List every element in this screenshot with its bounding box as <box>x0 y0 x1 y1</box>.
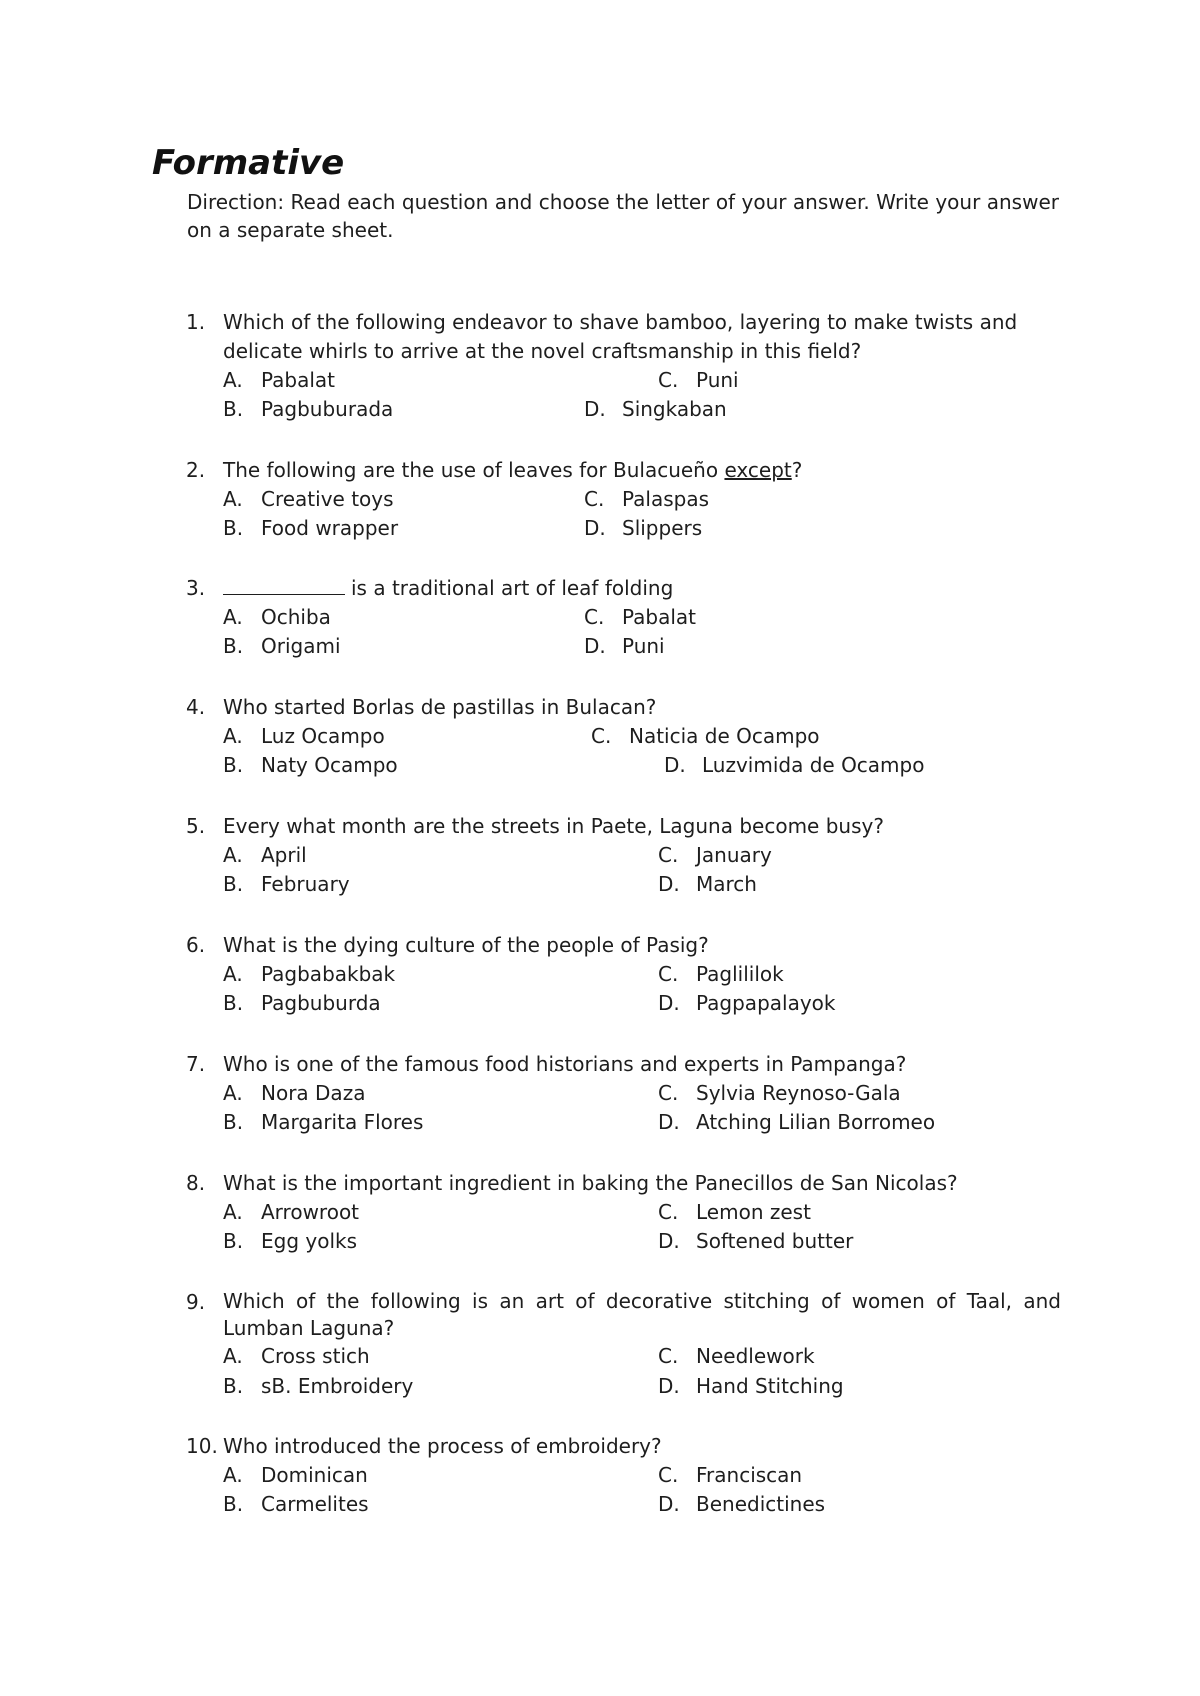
option-a <box>223 1079 365 1108</box>
question-text: What is the important ingredient in baking the Panecillos de San Nicolas? <box>223 1171 958 1195</box>
option-text: Benedictines <box>696 1492 826 1516</box>
option-d <box>658 1490 825 1519</box>
option-letter: C. <box>658 1344 679 1368</box>
option-text: Atching Lilian Borromeo <box>696 1110 936 1134</box>
option-letter: D. <box>584 516 606 540</box>
option-letter: C. <box>584 487 605 511</box>
option-b <box>223 395 393 424</box>
option-letter: B. <box>223 1110 244 1134</box>
option-letter: B. <box>223 516 244 540</box>
option-c <box>658 960 784 989</box>
option-text: Slippers <box>622 516 703 540</box>
option-letter: C. <box>658 1200 679 1224</box>
option-b <box>223 870 350 899</box>
option-text: sB. Embroidery <box>261 1374 414 1398</box>
option-b <box>223 1372 413 1401</box>
option-b <box>223 751 398 780</box>
option-d <box>658 1227 853 1256</box>
option-letter: A. <box>223 843 243 867</box>
option-c <box>658 1198 811 1227</box>
direction-text: Direction: Read each question and choose the letter of your answer. Write your answer on a separate sheet. <box>187 190 1059 242</box>
option-d <box>584 632 665 661</box>
question-text-underlined: except <box>724 458 792 482</box>
option-letter: B. <box>223 397 244 421</box>
question-text: Which of the following is an art of decorative stitching of women of Taal, and Lumban Laguna? <box>223 1289 1061 1340</box>
option-letter: D. <box>658 1229 680 1253</box>
option-text: Luz Ocampo <box>261 724 385 748</box>
option-text: January <box>696 843 772 867</box>
option-letter: D. <box>658 872 680 896</box>
option-letter: B. <box>223 1374 244 1398</box>
option-letter: B. <box>223 1229 244 1253</box>
option-b <box>223 632 341 661</box>
option-d <box>658 870 757 899</box>
option-letter: B. <box>223 872 244 896</box>
option-b <box>223 1490 369 1519</box>
option-letter: B. <box>223 991 244 1015</box>
option-letter: D. <box>584 634 606 658</box>
option-text: Origami <box>261 634 341 658</box>
option-letter: A. <box>223 487 243 511</box>
option-a <box>223 1461 368 1490</box>
option-c <box>658 841 772 870</box>
question-number: 9. <box>186 1290 206 1314</box>
option-text: Needlework <box>696 1344 815 1368</box>
option-letter: C. <box>591 724 612 748</box>
option-d <box>584 514 702 543</box>
option-text: Carmelites <box>261 1492 369 1516</box>
question-text-start: The following are the use of leaves for Bulacueño <box>223 458 725 482</box>
option-letter: C. <box>584 605 605 629</box>
question-text <box>223 574 1061 603</box>
option-letter: A. <box>223 368 243 392</box>
option-text: Pagbuburada <box>261 397 394 421</box>
option-a <box>223 1342 370 1371</box>
option-text: April <box>261 843 307 867</box>
option-a <box>223 485 394 514</box>
question-text: Who introduced the process of embroidery? <box>223 1434 662 1458</box>
question-text: Every what month are the streets in Paete, Laguna become busy? <box>223 814 884 838</box>
option-letter: A. <box>223 605 243 629</box>
option-d <box>664 751 924 780</box>
option-text: Nora Daza <box>261 1081 366 1105</box>
option-letter: A. <box>223 1463 243 1487</box>
option-letter: D. <box>658 1374 680 1398</box>
question-number: 3. <box>186 576 206 600</box>
option-letter: A. <box>223 724 243 748</box>
option-text: Luzvimida de Ocampo <box>702 753 925 777</box>
option-text: Puni <box>696 368 739 392</box>
option-text: March <box>696 872 757 896</box>
question-number: 5. <box>186 814 206 838</box>
option-c <box>658 1079 901 1108</box>
option-letter: B. <box>223 753 244 777</box>
page-title: Formative <box>152 143 345 183</box>
option-text: Puni <box>622 634 665 658</box>
option-letter: D. <box>658 1492 680 1516</box>
option-text: Pagbuburda <box>261 991 381 1015</box>
option-letter: D. <box>658 1110 680 1134</box>
option-a <box>223 722 385 751</box>
option-b <box>223 1227 357 1256</box>
answer-blank-line <box>223 574 345 595</box>
option-b <box>223 514 398 543</box>
option-d <box>658 1372 844 1401</box>
option-c <box>584 485 709 514</box>
question-text: Who is one of the famous food historians and experts in Pampanga? <box>223 1052 907 1076</box>
option-c <box>658 366 739 395</box>
option-letter: D. <box>664 753 686 777</box>
option-text: February <box>261 872 350 896</box>
option-letter: C. <box>658 1463 679 1487</box>
option-letter: C. <box>658 843 679 867</box>
option-text: Margarita Flores <box>261 1110 424 1134</box>
option-text: Palaspas <box>622 487 710 511</box>
question-text-end: ? <box>791 458 803 482</box>
option-letter: B. <box>223 1492 244 1516</box>
option-text: Creative toys <box>261 487 394 511</box>
question-text: Which of the following endeavor to shave bamboo, layering to make twists and delicate whirls to arrive at the novel craftsmanship in this field? <box>223 310 1018 363</box>
option-text: Singkaban <box>622 397 727 421</box>
option-text: Softened butter <box>696 1229 854 1253</box>
option-text: Pabalat <box>261 368 336 392</box>
question-number: 1. <box>186 310 206 334</box>
option-letter: C. <box>658 368 679 392</box>
option-a <box>223 960 395 989</box>
question-text: Who started Borlas de pastillas in Bulacan? <box>223 695 657 719</box>
option-text: Cross stich <box>261 1344 370 1368</box>
question-number: 10. <box>186 1434 218 1458</box>
option-c <box>658 1342 815 1371</box>
option-letter: C. <box>658 962 679 986</box>
option-c <box>584 603 696 632</box>
option-text: Pagpapalayok <box>696 991 836 1015</box>
option-d <box>584 395 727 424</box>
option-letter: D. <box>658 991 680 1015</box>
option-c <box>658 1461 802 1490</box>
option-text: Arrowroot <box>261 1200 360 1224</box>
option-letter: C. <box>658 1081 679 1105</box>
option-text: Sylvia Reynoso-Gala <box>696 1081 901 1105</box>
option-d <box>658 1108 935 1137</box>
option-letter: A. <box>223 1344 243 1368</box>
option-text: Lemon zest <box>696 1200 811 1224</box>
question-number: 7. <box>186 1052 206 1076</box>
option-letter: A. <box>223 962 243 986</box>
option-a <box>223 841 307 870</box>
option-letter: B. <box>223 634 244 658</box>
question-number: 6. <box>186 933 206 957</box>
option-letter: A. <box>223 1081 243 1105</box>
option-text: Ochiba <box>261 605 331 629</box>
option-text: Naty Ocampo <box>261 753 398 777</box>
question-text <box>223 456 1061 485</box>
option-text: Pagbabakbak <box>261 962 396 986</box>
option-a <box>223 603 331 632</box>
option-text: Paglililok <box>696 962 784 986</box>
option-a <box>223 1198 359 1227</box>
option-text: Naticia de Ocampo <box>629 724 820 748</box>
option-text: Franciscan <box>696 1463 803 1487</box>
option-text: Hand Stitching <box>696 1374 844 1398</box>
option-letter: D. <box>584 397 606 421</box>
option-c <box>591 722 820 751</box>
question-number: 2. <box>186 458 206 482</box>
option-b <box>223 1108 423 1137</box>
option-text: Dominican <box>261 1463 368 1487</box>
option-text: Food wrapper <box>261 516 399 540</box>
question-number: 4. <box>186 695 206 719</box>
option-d <box>658 989 835 1018</box>
option-b <box>223 989 381 1018</box>
option-text: Pabalat <box>622 605 697 629</box>
option-a <box>223 366 335 395</box>
question-text-rest: is a traditional art of leaf folding <box>351 576 674 600</box>
option-text: Egg yolks <box>261 1229 358 1253</box>
question-number: 8. <box>186 1171 206 1195</box>
question-text: What is the dying culture of the people of Pasig? <box>223 933 709 957</box>
option-letter: A. <box>223 1200 243 1224</box>
